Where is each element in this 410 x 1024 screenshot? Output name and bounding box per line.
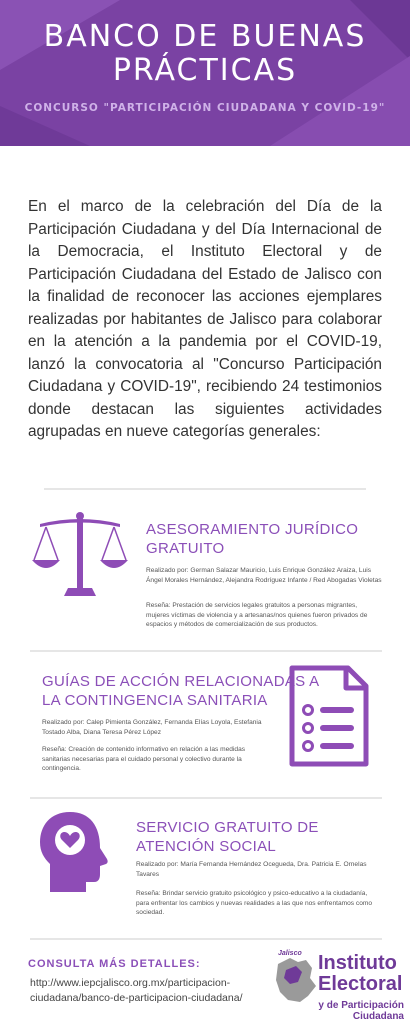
jalisco-map-icon xyxy=(272,956,318,1006)
section-summary: Reseña: Prestación de servicios legales gratuitos a personas migrantes, mujeres víctimas de violencia y a artesanas/nos quienes fueron privados de espacios y métodos de comercialización de sus productos. xyxy=(146,602,368,628)
section-authors: Realizado por: Calep Pimienta González, Fernanda Elías Loyola, Estefania Tostado Alba, Diana Teresa Pérez López xyxy=(42,719,262,736)
checklist-document-icon xyxy=(288,664,370,768)
divider xyxy=(30,797,382,799)
section-title-servicio: SERVICIO GRATUITO DE ATENCIÓN SOCIAL xyxy=(136,819,319,855)
logo-line-2: Electoral xyxy=(318,973,403,995)
head-heart-icon xyxy=(36,810,110,894)
logo-state: Jalisco xyxy=(278,950,302,957)
logo-line-1: Instituto xyxy=(318,952,397,974)
intro-paragraph: En el marco de la celebración del Día de la Participación Ciudadana y del Día Internacional de la Democracia, el Instituto Electoral y de Participación Ciudadana del Estado de Jalisco con la finalidad de reconocer las acciones ejemplares realizadas por habitantes de Jalisco para colaborar en la atención a la pandemia por el COVID-19, lanzó la convocatoria al "Concurso Participación Ciudadana y COVID-19", recibiendo 24 testimonios donde destacan las siguientes actividades agrupadas en nueve categorías generales: xyxy=(28,198,382,440)
section-summary: Reseña: Creación de contenido informativo en relación a las medidas sanitarias necesarias para el cuidado personal y colectivo durante la contingencia. xyxy=(42,746,246,772)
page-subtitle: CONCURSO "PARTICIPACIÓN CIUDADANA Y COVID-19" xyxy=(24,102,386,114)
logo-line-3: y de Participación Ciudadana xyxy=(318,1000,404,1022)
page-title xyxy=(0,20,410,88)
divider xyxy=(30,938,382,940)
section-authors: Realizado por: German Salazar Mauricio, Luis Enrique González Araiza, Luis Ángel Morales Hernández, Alejandra Rodríguez Infante / Red Abogadas Violetas xyxy=(146,567,382,584)
divider xyxy=(30,650,382,652)
section-summary: Reseña: Brindar servicio gratuito psicológico y psico-educativo a la ciudadanía, para enfrentar los cambios y nuevas realidades a las que nos enfrentamos como sociedad. xyxy=(136,890,373,916)
divider xyxy=(44,488,366,490)
title-line-2: PRÁCTICAS xyxy=(112,53,298,88)
section-title-guias: GUÍAS DE ACCIÓN RELACIONADAS A LA CONTINGENCIA SANITARIA xyxy=(42,673,320,709)
footer-label: CONSULTA MÁS DETALLES: xyxy=(28,958,201,970)
section-title-asesoramiento: ASESORAMIENTO JURÍDICO GRATUITO xyxy=(146,521,359,557)
footer-link[interactable]: http://www.iepcjalisco.org.mx/participacion-ciudadana/banco-de-participacion-ciudadana/ xyxy=(30,977,243,1004)
header-banner xyxy=(0,0,410,146)
title-line-1: BANCO DE BUENAS xyxy=(43,19,367,54)
section-authors: Realizado por: María Fernanda Hernández Ocegueda, Dra. Patricia E. Ornelas Tavares xyxy=(136,861,367,878)
institute-logo xyxy=(268,948,404,1020)
scales-of-justice-icon xyxy=(30,512,130,602)
